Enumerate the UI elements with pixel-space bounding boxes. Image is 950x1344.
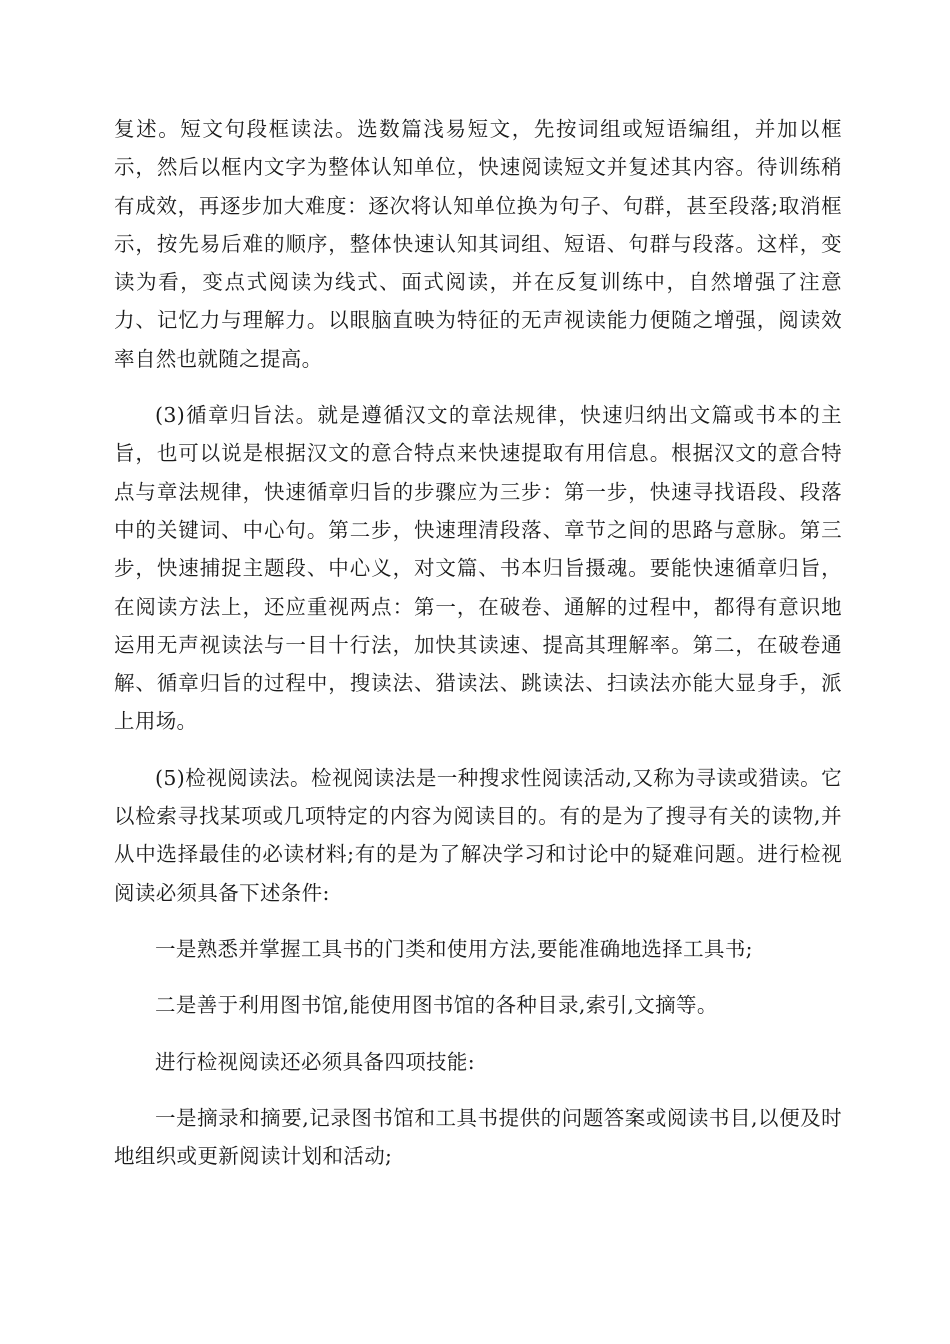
paragraph-speed-reading-training: 复述。短文句段框读法。选数篇浅易短文，先按词组或短语编组，并加以框示，然后以框内文字为整体认知单位，快速阅读短文并复述其内容。待训练稍有成效，再逐步加大难度：逐次将认知单位换为句子、句群，甚至段落;取消框示，按先易后难的顺序，整体快速认知其词组、短语、句群与段落。这样，变读为看，变点式阅读为线式、面式阅读，并在反复训练中，自然增强了注意力、记忆力与理解力。以眼脑直映为特征的无声视读能力便随之增强，阅读效率自然也就随之提高。: [114, 117, 842, 371]
paragraph-chapter-summary-method: (3)循章归旨法。就是遵循汉文的章法规律，快速归纳出文篇或书本的主旨，也可以说是根据汉文的意合特点来快速提取有用信息。根据汉文的意合特点与章法规律，快速循章归旨的步骤应为三步：第一步，快速寻找语段、段落中的关键词、中心句。第二步，快速理清段落、章节之间的思路与意脉。第三步，快速捕捉主题段、中心义，对文篇、书本归旨摄魂。要能快速循章归旨，在阅读方法上，还应重视两点：第一，在破卷、通解的过程中，都得有意识地运用无声视读法与一目十行法，加快其读速、提高其理解率。第二，在破卷通解、循章归旨的过程中，搜读法、猎读法、跳读法、扫读法亦能大显身手，派上用场。: [114, 403, 842, 734]
paragraph-skills-intro: 进行检视阅读还必须具备四项技能:: [155, 1049, 476, 1074]
paragraph-skill-one: 一是摘录和摘要,记录图书馆和工具书提供的问题答案或阅读书目,以便及时地组织或更新阅读计划和活动;: [114, 1105, 842, 1169]
paragraph-condition-one: 一是熟悉并掌握工具书的门类和使用方法,要能准确地选择工具书;: [155, 936, 753, 961]
paragraph-inspection-reading-method: (5)检视阅读法。检视阅读法是一种搜求性阅读活动,又称为寻读或猎读。它以检索寻找某项或几项特定的内容为阅读目的。有的是为了搜寻有关的读物,并从中选择最佳的必读材料;有的是为了解决学习和讨论中的疑难问题。进行检视阅读必须具备下述条件:: [114, 765, 842, 905]
document-body: [114, 110, 842, 1175]
paragraph-condition-two: 二是善于利用图书馆,能使用图书馆的各种目录,索引,文摘等。: [155, 993, 718, 1018]
